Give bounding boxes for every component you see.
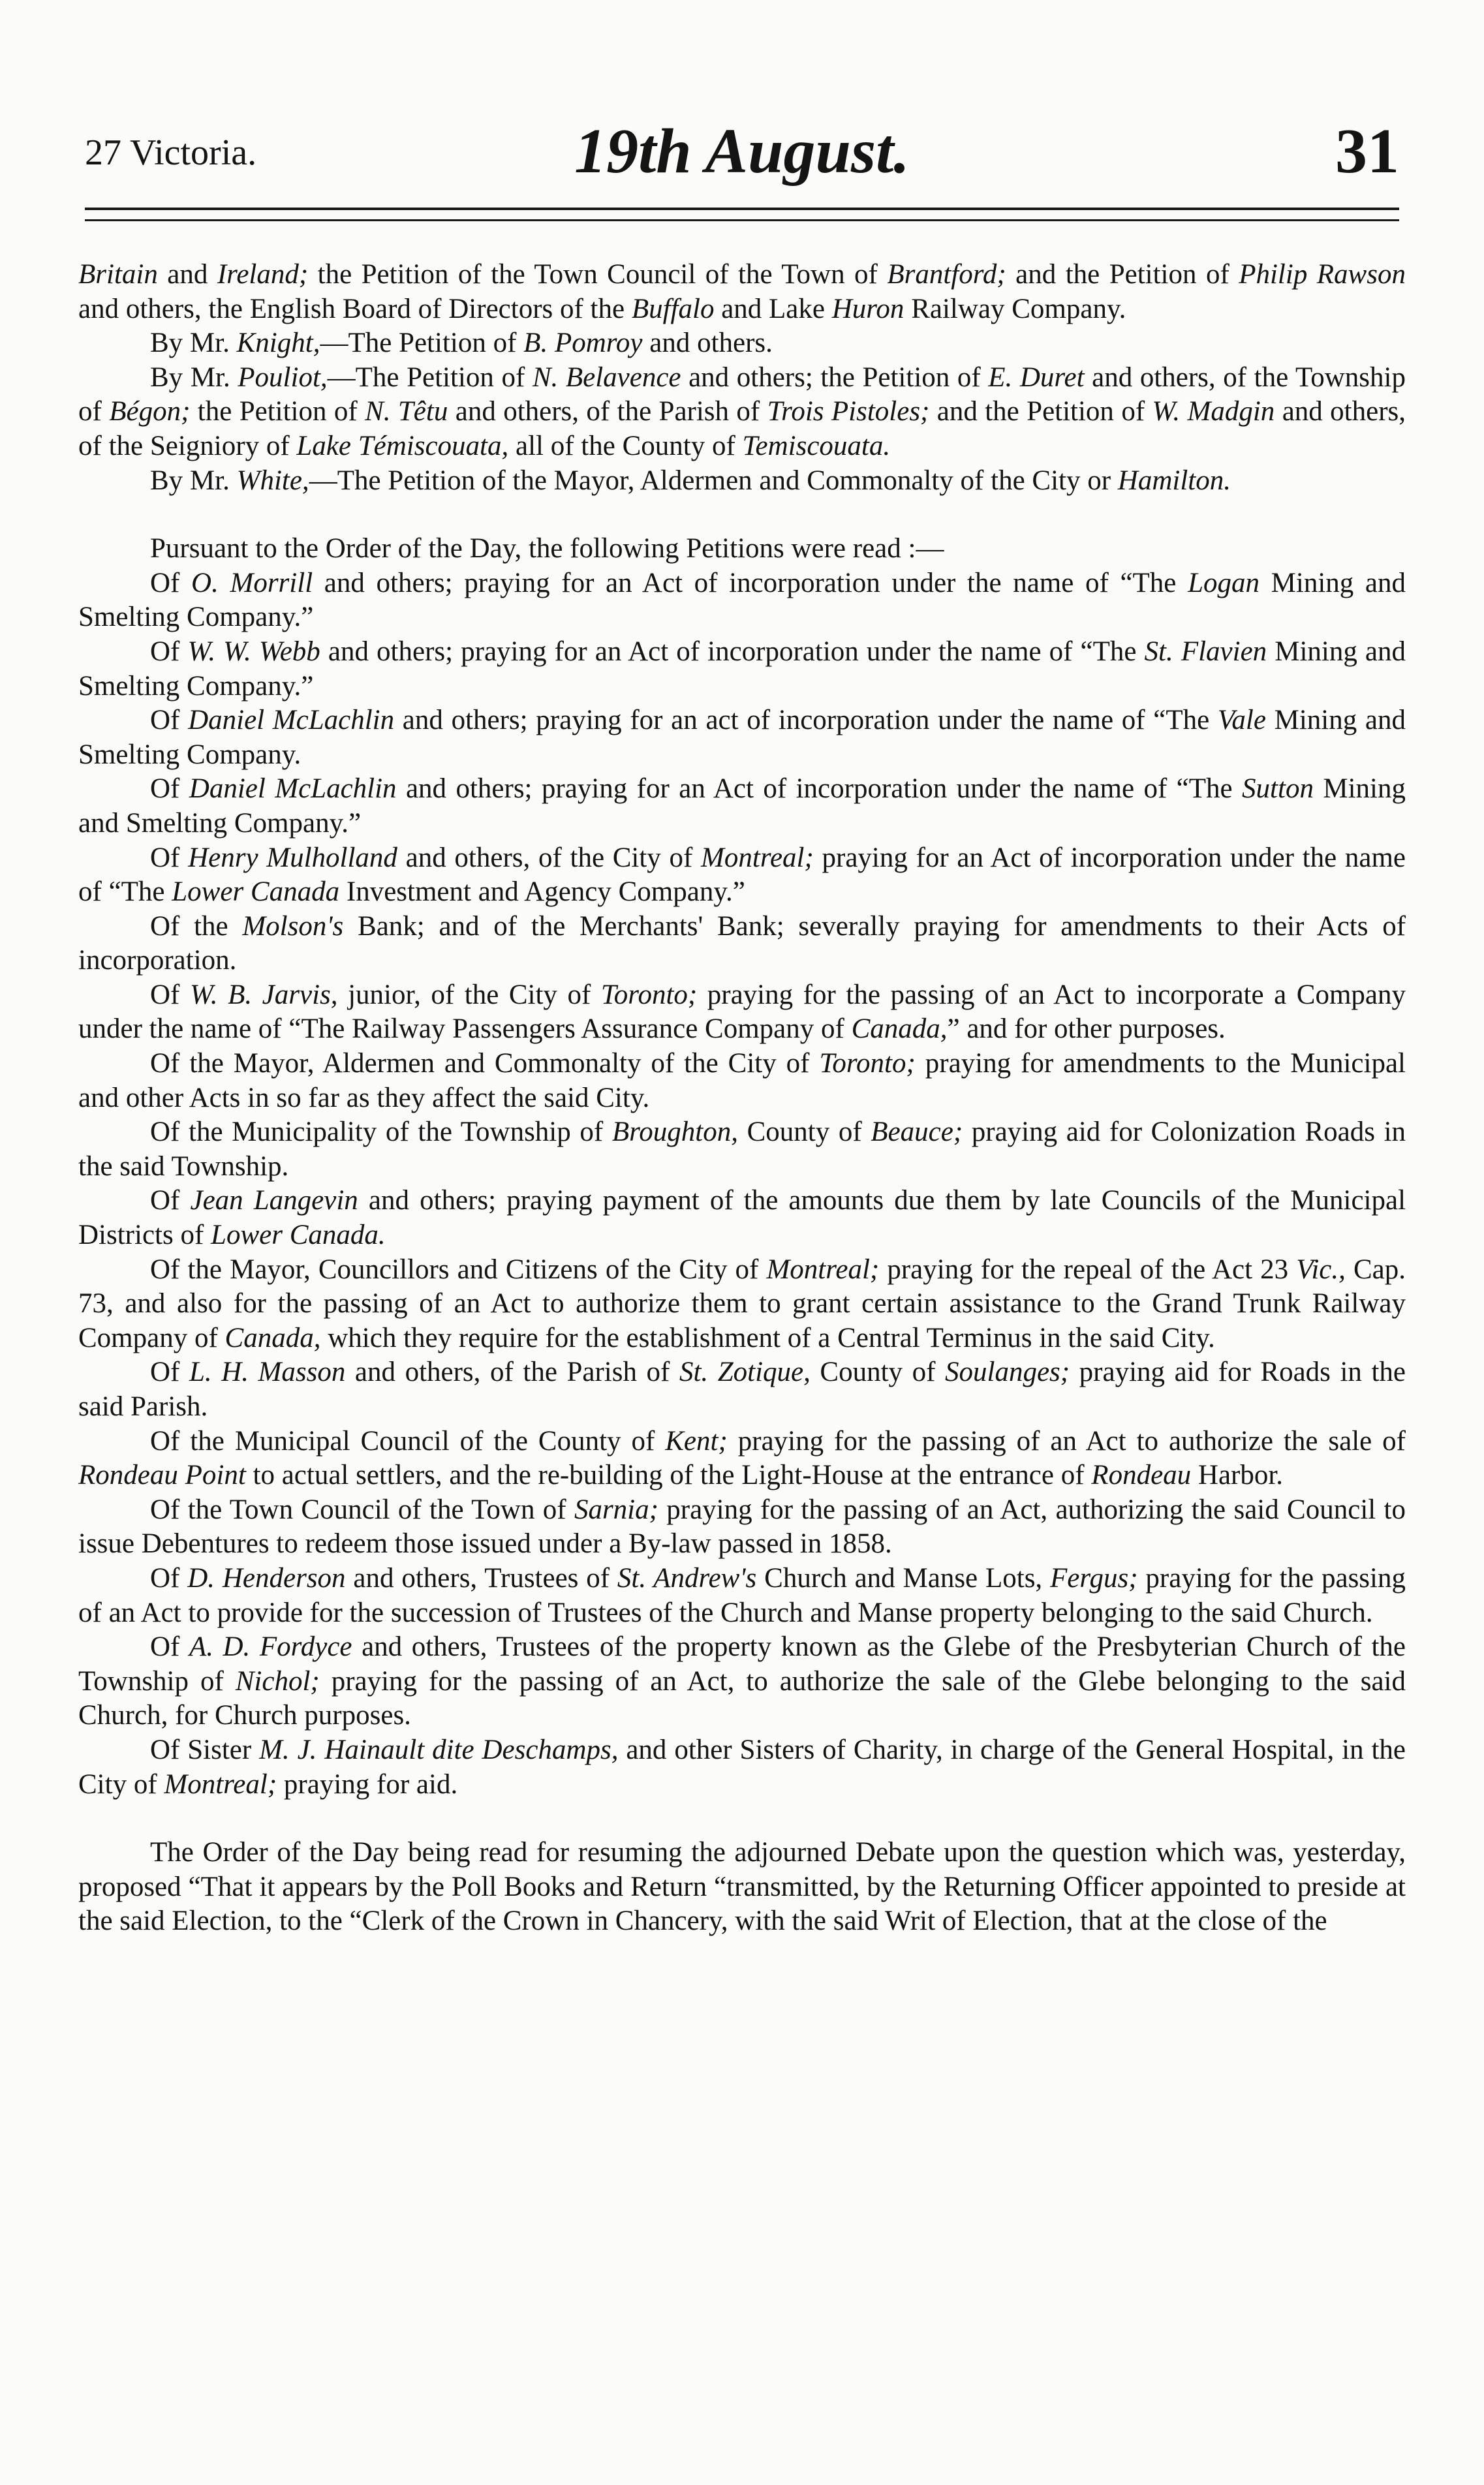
italic-run: St. Flavien: [1144, 636, 1267, 667]
text-run: Of: [150, 705, 189, 736]
text-run: Mining and Smelting Company.: [78, 705, 1406, 770]
italic-run: Daniel McLachlin: [189, 773, 397, 805]
text-run: and other Sisters of Charity, in charge of the General Hospital, in the City of: [78, 1734, 1406, 1800]
text-run: Of: [150, 1357, 189, 1388]
text-run: and others, of the Township of: [78, 362, 1406, 427]
italic-run: W. Madgin: [1152, 396, 1275, 427]
date-heading: 19th August.: [574, 116, 910, 187]
paragraph-p05: [78, 532, 1406, 566]
text-run: Of the: [150, 910, 243, 942]
page-header: [85, 115, 1399, 187]
italic-run: Fergus;: [1050, 1562, 1138, 1594]
paragraph-p04: [78, 464, 1406, 499]
body-text: [78, 258, 1406, 1939]
text-run: praying for the passing of an Act to incorporate a Company under the name of “The Railway Passengers Assurance Company of: [78, 979, 1406, 1045]
italic-run: Toronto;: [819, 1048, 916, 1079]
italic-run: Trois Pistoles;: [767, 396, 930, 427]
text-run: County of: [737, 1117, 871, 1148]
text-run: Mining and Smelting Company.”: [78, 773, 1406, 839]
text-run: Of the Town Council of the Town of: [150, 1494, 574, 1525]
italic-run: Logan: [1188, 567, 1260, 598]
italic-run: Canada,: [851, 1013, 948, 1045]
paragraph-p16: [78, 1253, 1406, 1356]
italic-run: Sarnia;: [574, 1494, 658, 1525]
page-number: 31: [1335, 116, 1399, 187]
italic-run: Ireland;: [217, 259, 309, 290]
header-rule-thick: [85, 208, 1399, 210]
text-run: Of: [150, 1631, 189, 1663]
italic-run: O. Morrill: [191, 567, 313, 598]
italic-run: Beauce;: [871, 1117, 963, 1148]
text-run: praying aid for Roads in the said Parish.: [78, 1357, 1406, 1422]
italic-run: Rondeau Point: [78, 1460, 246, 1491]
text-run: Of Sister: [150, 1734, 260, 1765]
italic-run: W. B. Jarvis,: [189, 979, 338, 1010]
text-run: —The Petition of the Mayor, Aldermen and Commonalty of the City or: [309, 465, 1118, 496]
text-run: Mining and Smelting Company.”: [78, 567, 1406, 633]
text-run: and others, of the City of: [397, 842, 702, 873]
text-run: and others, Trustees of the property known as the Glebe of the Presbyterian Church of the Township of: [78, 1631, 1406, 1697]
text-run: and others; the Petition of: [681, 362, 989, 393]
paragraph-p14: [78, 1115, 1406, 1184]
text-run: Of: [150, 1185, 191, 1216]
italic-run: Philip Rawson: [1239, 259, 1406, 290]
italic-run: St. Andrew's: [617, 1562, 757, 1594]
text-run: Of: [150, 636, 188, 667]
paragraph-p11: [78, 910, 1406, 978]
text-run: and others, of the Parish of: [448, 396, 767, 427]
paragraph-p21: [78, 1630, 1406, 1733]
italic-run: D. Henderson: [187, 1562, 346, 1594]
italic-run: Montreal;: [766, 1254, 880, 1285]
italic-run: Molson's: [242, 910, 344, 942]
paragraph-p10: [78, 841, 1406, 910]
text-run: and others; praying for an Act of incorporation under the name of “The: [396, 773, 1243, 805]
italic-run: White,: [236, 465, 309, 496]
text-run: Of: [150, 1562, 188, 1594]
text-run: junior, of the City of: [337, 979, 601, 1010]
text-run: Of: [150, 842, 189, 873]
italic-run: L. H. Masson: [189, 1357, 346, 1388]
italic-run: Nichol;: [235, 1665, 320, 1697]
text-run: praying aid for Colonization Roads in the said Township.: [78, 1117, 1406, 1182]
italic-run: E. Duret: [988, 362, 1085, 393]
text-run: praying for aid.: [277, 1768, 458, 1800]
text-run: Of: [150, 773, 189, 805]
text-run: Cap. 73, and also for the passing of an Act to authorize them to grant certain assistance to the Grand Trunk Railway Company of: [78, 1254, 1406, 1353]
italic-run: A. D. Fordyce: [189, 1631, 352, 1663]
paragraph-p15: [78, 1184, 1406, 1252]
text-run: —The Petition of: [327, 362, 533, 393]
text-run: praying for the passing of an Act, authorizing the said Council to issue Debentures to redeem those issued under a By-law passed in 1858.: [78, 1494, 1406, 1560]
text-run: By Mr.: [150, 328, 237, 359]
italic-run: Daniel McLachlin: [188, 705, 395, 736]
text-run: all of the County of: [508, 430, 743, 461]
text-run: praying for the passing of an Act to provide for the succession of Trustees of the Church and Manse property belonging to the said Church.: [78, 1562, 1406, 1628]
paragraph-p06: [78, 566, 1406, 635]
italic-run: Brantford;: [887, 259, 1006, 290]
paragraph-p08: [78, 703, 1406, 772]
italic-run: Pouliot,: [238, 362, 328, 393]
paragraph-p20: [78, 1562, 1406, 1630]
italic-run: Lake Témiscouata,: [296, 430, 509, 461]
text-run: Mining and Smelting Company.”: [78, 636, 1406, 702]
italic-run: W. W. Webb: [187, 636, 320, 667]
text-run: and Lake: [714, 293, 832, 324]
italic-run: Hamilton.: [1117, 465, 1231, 496]
text-run: ” and for other purposes.: [947, 1013, 1226, 1045]
italic-run: Montreal;: [164, 1768, 277, 1800]
italic-run: Huron: [831, 293, 904, 324]
text-run: Of the Municipal Council of the County of: [150, 1425, 666, 1457]
paragraph-p07: [78, 635, 1406, 703]
paragraph-p17: [78, 1355, 1406, 1424]
text-run: the Petition of the Town Council of the Town of: [308, 259, 888, 290]
italic-run: Soulanges;: [945, 1357, 1070, 1388]
italic-run: B. Pomroy: [523, 328, 643, 359]
text-run: Of: [150, 979, 190, 1010]
text-run: to actual settlers, and the re-building of the Light-House at the entrance of: [245, 1460, 1092, 1491]
italic-run: M. J. Hainault dite Deschamps,: [259, 1734, 619, 1765]
text-run: Church and Manse Lots,: [756, 1562, 1051, 1594]
text-run: praying for the passing of an Act to authorize the sale of: [727, 1425, 1406, 1457]
text-run: which they require for the establishment of a Central Terminus in the said City.: [320, 1322, 1215, 1353]
italic-run: Canada,: [224, 1322, 321, 1353]
paragraph-p18: [78, 1425, 1406, 1493]
italic-run: St. Zotique,: [679, 1357, 811, 1388]
italic-run: Broughton,: [611, 1117, 738, 1148]
text-run: and others; praying for an Act of incorporation under the name of “The: [313, 567, 1188, 598]
italic-run: Henry Mulholland: [188, 842, 397, 873]
text-run: Investment and Agency Company.”: [339, 876, 745, 908]
text-run: Of the Mayor, Councillors and Citizens of the City of: [150, 1254, 767, 1285]
text-run: Railway Company.: [904, 293, 1126, 324]
italic-run: N. Belavence: [532, 362, 681, 393]
text-run: and others; praying for an act of incorporation under the name of “The: [394, 705, 1218, 736]
paragraph-p22: [78, 1733, 1406, 1802]
text-run: The Order of the Day being read for resuming the adjourned Debate upon the question which was, yesterday, proposed “That it appears by the Poll Books and Return “transmitted, by the Returning Officer appointed to preside at the said Election, to the “Clerk of the Crown in Chancery, with the said Writ of Election, that at the close of the: [78, 1837, 1406, 1937]
text-run: praying for the repeal of the Act 23: [879, 1254, 1297, 1285]
text-run: By Mr.: [150, 362, 238, 393]
italic-run: Buffalo: [631, 293, 715, 324]
text-run: and others.: [642, 328, 773, 359]
paragraph-p02: [78, 326, 1406, 361]
paragraph-p09: [78, 772, 1406, 841]
text-run: County of: [810, 1357, 946, 1388]
text-run: praying for an Act of incorporation under the name of “The: [78, 842, 1406, 908]
italic-run: Lower Canada.: [211, 1220, 386, 1251]
text-run: praying for the passing of an Act, to authorize the sale of the Glebe belonging to the said Church, for Church purposes.: [78, 1665, 1406, 1731]
paragraph-p13: [78, 1047, 1406, 1115]
italic-run: Britain: [78, 259, 158, 290]
text-run: Of the Mayor, Aldermen and Commonalty of the City of: [150, 1048, 820, 1079]
volume-label: 27 Victoria.: [85, 132, 257, 173]
paragraph-p19: [78, 1493, 1406, 1562]
text-run: and others; praying for an Act of incorporation under the name of “The: [320, 636, 1145, 667]
text-run: and others; praying payment of the amounts due them by late Councils of the Municipal Districts of: [78, 1185, 1406, 1251]
text-run: Of the Municipality of the Township of: [150, 1117, 612, 1148]
paragraph-p23: [78, 1836, 1406, 1939]
text-run: and the Petition of: [929, 396, 1152, 427]
italic-run: N. Têtu: [365, 396, 448, 427]
text-run: and others, of the Parish of: [345, 1357, 679, 1388]
paragraph-p01: [78, 258, 1406, 326]
text-run: and others, the English Board of Directors of the: [78, 293, 632, 324]
italic-run: Temiscouata.: [742, 430, 891, 461]
text-run: praying for amendments to the Municipal and other Acts in so far as they affect the said City.: [78, 1048, 1406, 1113]
italic-run: Toronto;: [600, 979, 698, 1010]
paragraph-p03: [78, 361, 1406, 464]
text-run: Pursuant to the Order of the Day, the following Petitions were read :—: [150, 533, 944, 564]
italic-run: Montreal;: [701, 842, 814, 873]
italic-run: Kent;: [665, 1425, 728, 1457]
text-run: By Mr.: [150, 465, 237, 496]
text-run: and the Petition of: [1006, 259, 1239, 290]
italic-run: Jean Langevin: [190, 1185, 358, 1216]
text-run: —The Petition of: [320, 328, 524, 359]
text-run: Of: [150, 567, 192, 598]
italic-run: Rondeau: [1091, 1460, 1192, 1491]
text-run: and others, of the Seigniory of: [78, 396, 1406, 461]
italic-run: Vic.,: [1296, 1254, 1346, 1285]
text-run: and: [157, 259, 217, 290]
text-run: and others, Trustees of: [345, 1562, 617, 1594]
italic-run: Knight,: [236, 328, 320, 359]
italic-run: Sutton: [1242, 773, 1314, 805]
text-run: the Petition of: [190, 396, 365, 427]
paragraph-p12: [78, 978, 1406, 1047]
italic-run: Bégon;: [109, 396, 191, 427]
text-run: Harbor.: [1191, 1460, 1284, 1491]
header-rule-thin: [85, 219, 1399, 221]
italic-run: Lower Canada: [172, 876, 340, 908]
text-run: Bank; and of the Merchants' Bank; severally praying for amendments to their Acts of incorporation.: [78, 910, 1406, 976]
italic-run: Vale: [1217, 705, 1266, 736]
